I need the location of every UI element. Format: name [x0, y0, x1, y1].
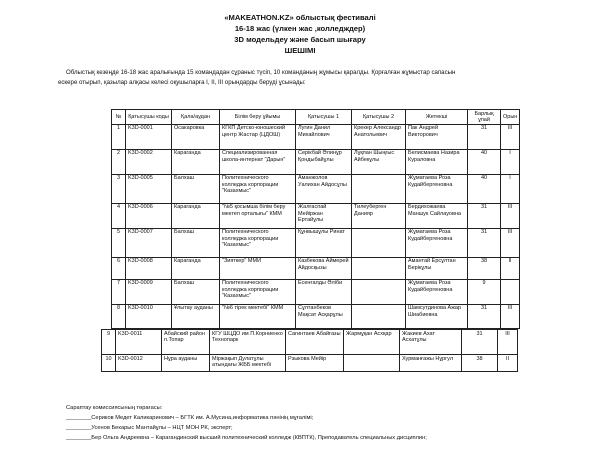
cell-organization: Политехнического колледжа корпорации "Казахмыс" [220, 279, 296, 304]
cell-city: Караганда [172, 203, 220, 228]
cell-place [501, 279, 520, 304]
cell-number: 4 [112, 203, 126, 228]
table-row [102, 355, 518, 372]
cell-city: Осакаровка [172, 124, 220, 149]
cell-organization: Политехнического колледжа корпорации "Казахмыс" [220, 174, 296, 203]
cell-organization: Политехнического колледжа корпорации "Казахмыс" [220, 228, 296, 257]
commission-member-3: ________Бер Ольга Андреевна – Карагандинский высший политехнический колледж (КВПТК), Преподаватель специальных дисциплин; [66, 435, 427, 441]
cell-place: III [501, 304, 520, 328]
cell-city: Абайский район п.Топар [162, 330, 210, 355]
table-row [102, 330, 518, 355]
cell-number: 3 [112, 174, 126, 203]
table-row [112, 203, 520, 228]
cell-score: 40 [468, 174, 501, 203]
cell-participant-1: Серікбай Әлинұр Қондыбайұлы [296, 149, 352, 174]
cell-city: Ұлытау ауданы [172, 304, 220, 328]
table-row [112, 228, 520, 257]
cell-organization: "№5 қосымша білім беру мектеп орталығы" КММ [220, 203, 296, 228]
cell-participant-1: Есенғалды Әліби [296, 279, 352, 304]
table-row [112, 304, 520, 328]
cell-organization: Міржақып Дулатұлы атындағы ЖББ мектебі [210, 355, 286, 372]
cell-city: Балхаш [172, 174, 220, 203]
cell-organization: "№6 тірек мектебі" КММ [220, 304, 296, 328]
cell-participant-2 [352, 228, 406, 257]
decision-heading: ШЕШІМІ [284, 46, 316, 55]
cell-city: Нұра ауданы [162, 355, 210, 372]
cell-place: I [501, 174, 520, 203]
cell-code: K3D-0007 [126, 228, 172, 257]
cell-participant-2: Жармұқан Асхқар [344, 330, 400, 355]
cell-supervisor: Белисмаева Назира Кураловна [406, 149, 468, 174]
intro-line-2: ескере отырып, қазылар алқасы келесі оқушыларға I, II, III орындарды беруді ұсынады: [58, 78, 306, 86]
cell-score: 31 [468, 203, 501, 228]
header-place: Орын [501, 110, 520, 125]
cell-code: K3D-0010 [126, 304, 172, 328]
cell-organization: "Зияткер" ММИ [220, 257, 296, 279]
cell-city: Караганда [172, 149, 220, 174]
cell-supervisor: Амантай Ерсұлтан Берікұлы [406, 257, 468, 279]
table-row [112, 174, 520, 203]
cell-participant-2 [352, 174, 406, 203]
cell-participant-2: Крекер Александр Анатольевич [352, 124, 406, 149]
cell-place: III [501, 203, 520, 228]
cell-city: Балхаш [172, 228, 220, 257]
header-city: Қала/аудан [172, 110, 220, 125]
cell-supervisor: Жұматаева Роза Кудайбергеновна [406, 174, 468, 203]
cell-participant-1: Сұлтанбеков Мақсат Асқарұлы [296, 304, 352, 328]
cell-participant-2 [352, 304, 406, 328]
cell-score: 9 [468, 279, 501, 304]
header-code: Қатысушы коды [126, 110, 172, 125]
cell-supervisor: Шамсутдинова Ажар Шиабиевна [406, 304, 468, 328]
cell-code: K3D-0009 [126, 279, 172, 304]
cell-organization: КГКП Детско-юношеский центр Жастар (ЦДОШ) [220, 124, 296, 149]
cell-place: III [501, 228, 520, 257]
cell-city: Караганда [172, 257, 220, 279]
cell-organization: Специализированная школа-интернат "Дарын" [220, 149, 296, 174]
header-participant-1: Қатысушы 1 [296, 110, 352, 125]
cell-score: 38 [468, 257, 501, 279]
cell-supervisor: Жұматаева Роза Кудайбергеновна [406, 279, 468, 304]
cell-participant-1: Лугин Данил Михайлович [296, 124, 352, 149]
cell-participant-1: Құнвышұлы Ринат [296, 228, 352, 257]
cell-participant-2 [352, 279, 406, 304]
cell-number: 6 [112, 257, 126, 279]
results-table-continued [101, 329, 518, 372]
cell-supervisor: Бердихожаева Маншук Сайлауовна [406, 203, 468, 228]
cell-score: 31 [468, 124, 501, 149]
cell-organization: КГУ ШЦДО им П.Корниенко Технопарк [210, 330, 286, 355]
cell-number: 1 [112, 124, 126, 149]
cell-supervisor: Жакиев Ахат Асхатұлы [400, 330, 462, 355]
cell-supervisor: Жұматаева Роза Кудайбергеновна [406, 228, 468, 257]
cell-participant-2: Тилеуберген Данияр [352, 203, 406, 228]
table-row [112, 149, 520, 174]
cell-number: 8 [112, 304, 126, 328]
festival-title: «MAKEATHON.KZ» облыстық фестивалі [224, 13, 376, 22]
cell-number: 2 [112, 149, 126, 174]
cell-participant-1: Сагинтаев Абайғазы [286, 330, 344, 355]
cell-code: K3D-0002 [126, 149, 172, 174]
cell-supervisor: Хурманғажы Нұргул [400, 355, 462, 372]
cell-code: K3D-0008 [126, 257, 172, 279]
cell-place: III [498, 330, 518, 355]
cell-supervisor: Пак Андрей Викторович [406, 124, 468, 149]
cell-number: 5 [112, 228, 126, 257]
cell-number: 7 [112, 279, 126, 304]
category-subtitle: 3D модельдеу және басып шығару [234, 35, 366, 44]
cell-code: K3D-0006 [126, 203, 172, 228]
cell-score: 31 [468, 228, 501, 257]
cell-participant-2 [344, 355, 400, 372]
table-row [112, 124, 520, 149]
cell-score: 31 [468, 304, 501, 328]
intro-line-1: Облыстық кезеңде 16-18 жас аралығында 15 командадан сұраныс түсіп, 10 команданың жұмысы қаралды. Қорғалған жұмыстар сапасын [66, 69, 456, 76]
table-header-row [112, 110, 520, 125]
cell-participant-1: Казбекова Аймерей Айдосқызы [296, 257, 352, 279]
commission-title: Сараптау комиссиясының төрағасы: [66, 405, 163, 411]
table-row [112, 257, 520, 279]
age-group-subtitle: 16-18 жас (үлкен жас ,колледждер) [234, 24, 366, 33]
cell-place: I [501, 149, 520, 174]
cell-participant-1: Рзыкова Мейір [286, 355, 344, 372]
cell-participant-2: Лұқпан Шыңғыс Айбекұлы [352, 149, 406, 174]
cell-code: K3D-0005 [126, 174, 172, 203]
cell-participant-1: Аманжолов Уалихан Айдосұлы [296, 174, 352, 203]
header-number: № [112, 110, 126, 125]
cell-participant-2 [352, 257, 406, 279]
cell-place: II [501, 257, 520, 279]
cell-number: 9 [102, 330, 116, 355]
cell-number: 10 [102, 355, 116, 372]
header-score: Барлық ұпай [468, 110, 501, 125]
cell-score: 31 [462, 330, 498, 355]
intro-paragraph [58, 68, 571, 87]
table-row [112, 279, 520, 304]
cell-place: III [501, 124, 520, 149]
header-supervisor: Жетекші [406, 110, 468, 125]
cell-participant-1: Жалғаспай Мейіржан Ертайұлы [296, 203, 352, 228]
cell-place: II [498, 355, 518, 372]
cell-code: K3D-0011 [116, 330, 162, 355]
cell-code: K3D-0012 [116, 355, 162, 372]
cell-score: 38 [462, 355, 498, 372]
commission-member-2: ________Усенов Бекарыс Мантайұлы – НЦТ МОН РК, эксперт; [66, 425, 233, 431]
commission-member-1: ________Сериков Медет Каликаринович – БГТК им. А.Мусина,информатика пәнінің мұғалімі; [66, 415, 314, 421]
cell-city: Балхаш [172, 279, 220, 304]
header-participant-2: Қатысушы 2 [352, 110, 406, 125]
cell-score: 40 [468, 149, 501, 174]
header-organization: Білім беру ұйымы [220, 110, 296, 125]
cell-code: K3D-0001 [126, 124, 172, 149]
results-table [111, 109, 520, 329]
